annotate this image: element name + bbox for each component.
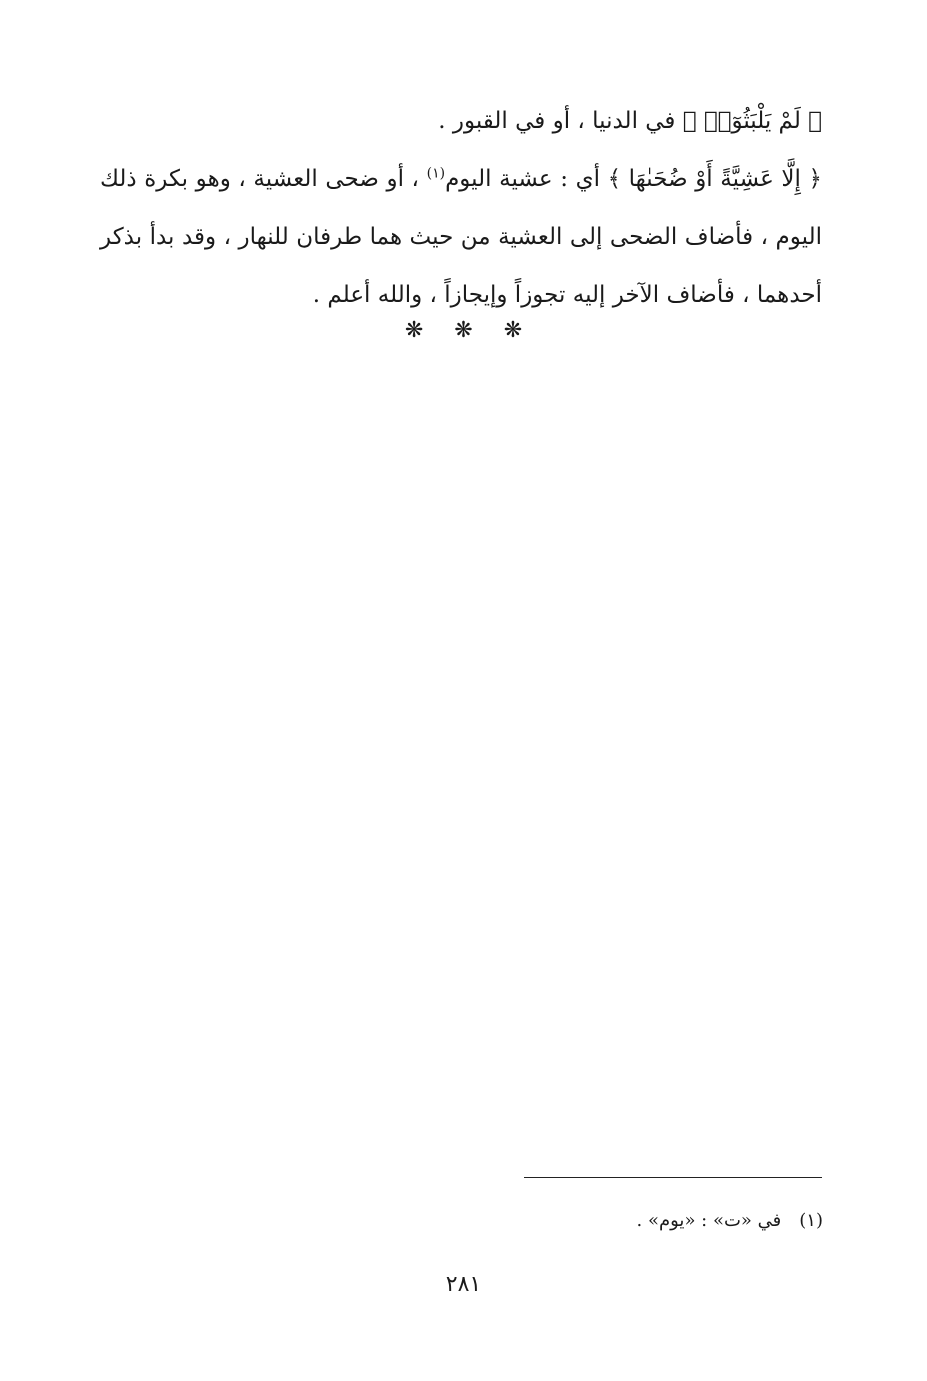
footnote-text: في «ت» : «يوم» . bbox=[636, 1210, 782, 1231]
quran-quote: ﴿ لَمْ يَلْبَثُوٓا۟ ﴾ bbox=[682, 108, 822, 134]
quran-quote: ﴿ إِلَّا عَشِيَّةً أَوْ ضُحَىٰهَا ﴾ bbox=[607, 166, 823, 192]
paragraph-text: أي : عشية اليوم bbox=[445, 166, 608, 192]
page-number: ٢٨١ bbox=[445, 1272, 482, 1297]
asterism-mark: ❋ bbox=[503, 318, 523, 343]
paragraph-1 bbox=[100, 92, 822, 150]
section-separator bbox=[0, 318, 927, 343]
asterism-mark: ❋ bbox=[454, 318, 473, 343]
asterism-mark: ❋ bbox=[404, 318, 424, 343]
footnote-divider bbox=[524, 1177, 822, 1178]
footnote bbox=[637, 1206, 823, 1236]
paragraph-text: في الدنيا ، أو في القبور . bbox=[438, 108, 683, 134]
body-text bbox=[100, 92, 822, 324]
footnote-number: (١) bbox=[799, 1210, 823, 1231]
paragraph-text: ، أو ضحى العشية ، وهو بكرة ذلك اليوم ، فأضاف الضحى إلى العشية من حيث هما طرفان للنهار ، وقد بدأ بذكر أحدهما ، فأضاف الآخر إليه تجوزاً وإيجازاً ، والله أعلم . bbox=[100, 166, 822, 308]
footnote-reference: (١) bbox=[426, 165, 446, 182]
paragraph-2 bbox=[100, 150, 822, 324]
